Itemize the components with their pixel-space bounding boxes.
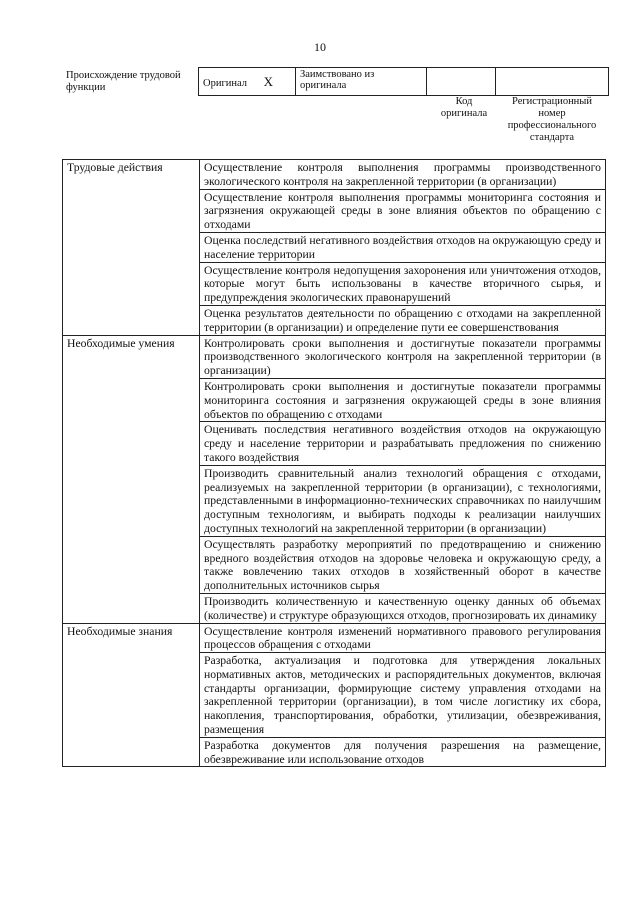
table-row (63, 160, 606, 190)
table-row (63, 623, 606, 653)
item-cell: Осуществление контроля выполнения программы мониторинга состояния и загрязнения окружающей среды в зоне влияния объектов по обращению с отходами (200, 189, 606, 232)
item-cell: Разработка документов для получения разрешения на размещение, обезвреживание или использование отходов (200, 737, 606, 767)
page-number: 10 (314, 40, 326, 54)
item-cell: Контролировать сроки выполнения и достигнутые показатели программы производственного экологического контроля на закрепленной территории (в организации) (200, 335, 606, 378)
table-row (63, 335, 606, 378)
item-cell: Осуществлять разработку мероприятий по предотвращению и снижению вредного воздействия отходов на здоровье человека и окружающую среду, а также вовлечению таких отходов в хозяйственный оборот в качестве дополнительных источников сырья (200, 536, 606, 593)
item-cell: Осуществление контроля недопущения захоронения или уничтожения отходов, которые могут быть использованы в качестве вторичного сырья, и предупреждения экологических правонарушений (200, 262, 606, 305)
borrowed-cell: Заимствовано из оригинала (296, 68, 427, 96)
item-cell: Осуществление контроля выполнения программы производственного экологического контроля на закрепленной территории (в организации) (200, 160, 606, 190)
origin-label: Происхождение трудовой функции (66, 70, 181, 93)
category-cell: Необходимые умения (63, 335, 200, 623)
labor-function-table (62, 159, 606, 767)
code-label: Код оригинала (440, 96, 488, 119)
original-mark: X (263, 73, 274, 89)
original-cell (199, 68, 296, 96)
origin-table (198, 67, 609, 96)
item-cell: Разработка, актуализация и подготовка для утверждения локальных нормативных актов, методических и распорядительных документов, включая стандарты организации, формирующие систему управления отходами на закрепленной территории (организации), в том числе логистику их сбора, накопления, транспортирования, обработки, утилизации, обезвреживания, размещения (200, 653, 606, 738)
original-label: Оригинал (203, 77, 247, 89)
reg-number-cell (496, 68, 609, 96)
item-cell: Оценка последствий негативного воздействия отходов на окружающую среду и население территории (200, 232, 606, 262)
item-cell: Производить количественную и качественную оценку данных об объемах (количестве) и структуре образующихся отходов, прогнозировать их динамику (200, 593, 606, 623)
category-cell: Трудовые действия (63, 160, 200, 336)
reg-number-label: Регистрационный номер профессионального стандарта (507, 96, 597, 143)
item-cell: Осуществление контроля изменений нормативного правового регулирования процессов обращения с отходами (200, 623, 606, 653)
item-cell: Контролировать сроки выполнения и достигнутые показатели программы мониторинга состояния и загрязнения окружающей среды в зоне влияния объектов по обращению с отходами (200, 378, 606, 421)
item-cell: Оценка результатов деятельности по обращению с отходами на закрепленной территории (в организации) и определение пути ее совершенствования (200, 305, 606, 335)
code-cell (427, 68, 496, 96)
category-cell: Необходимые знания (63, 623, 200, 767)
item-cell: Производить сравнительный анализ технологий обращения с отходами, реализуемых на закрепленной территории (в организации), с технологиями, представленными в информационно-технических справочниках по наилучшим доступным технологиям, и выбирать подходы к реализации наилучших доступных технологий на закрепленной территории (в организации) (200, 465, 606, 536)
item-cell: Оценивать последствия негативного воздействия отходов на окружающую среду и население территории и разрабатывать предложения по снижению такого воздействия (200, 422, 606, 465)
